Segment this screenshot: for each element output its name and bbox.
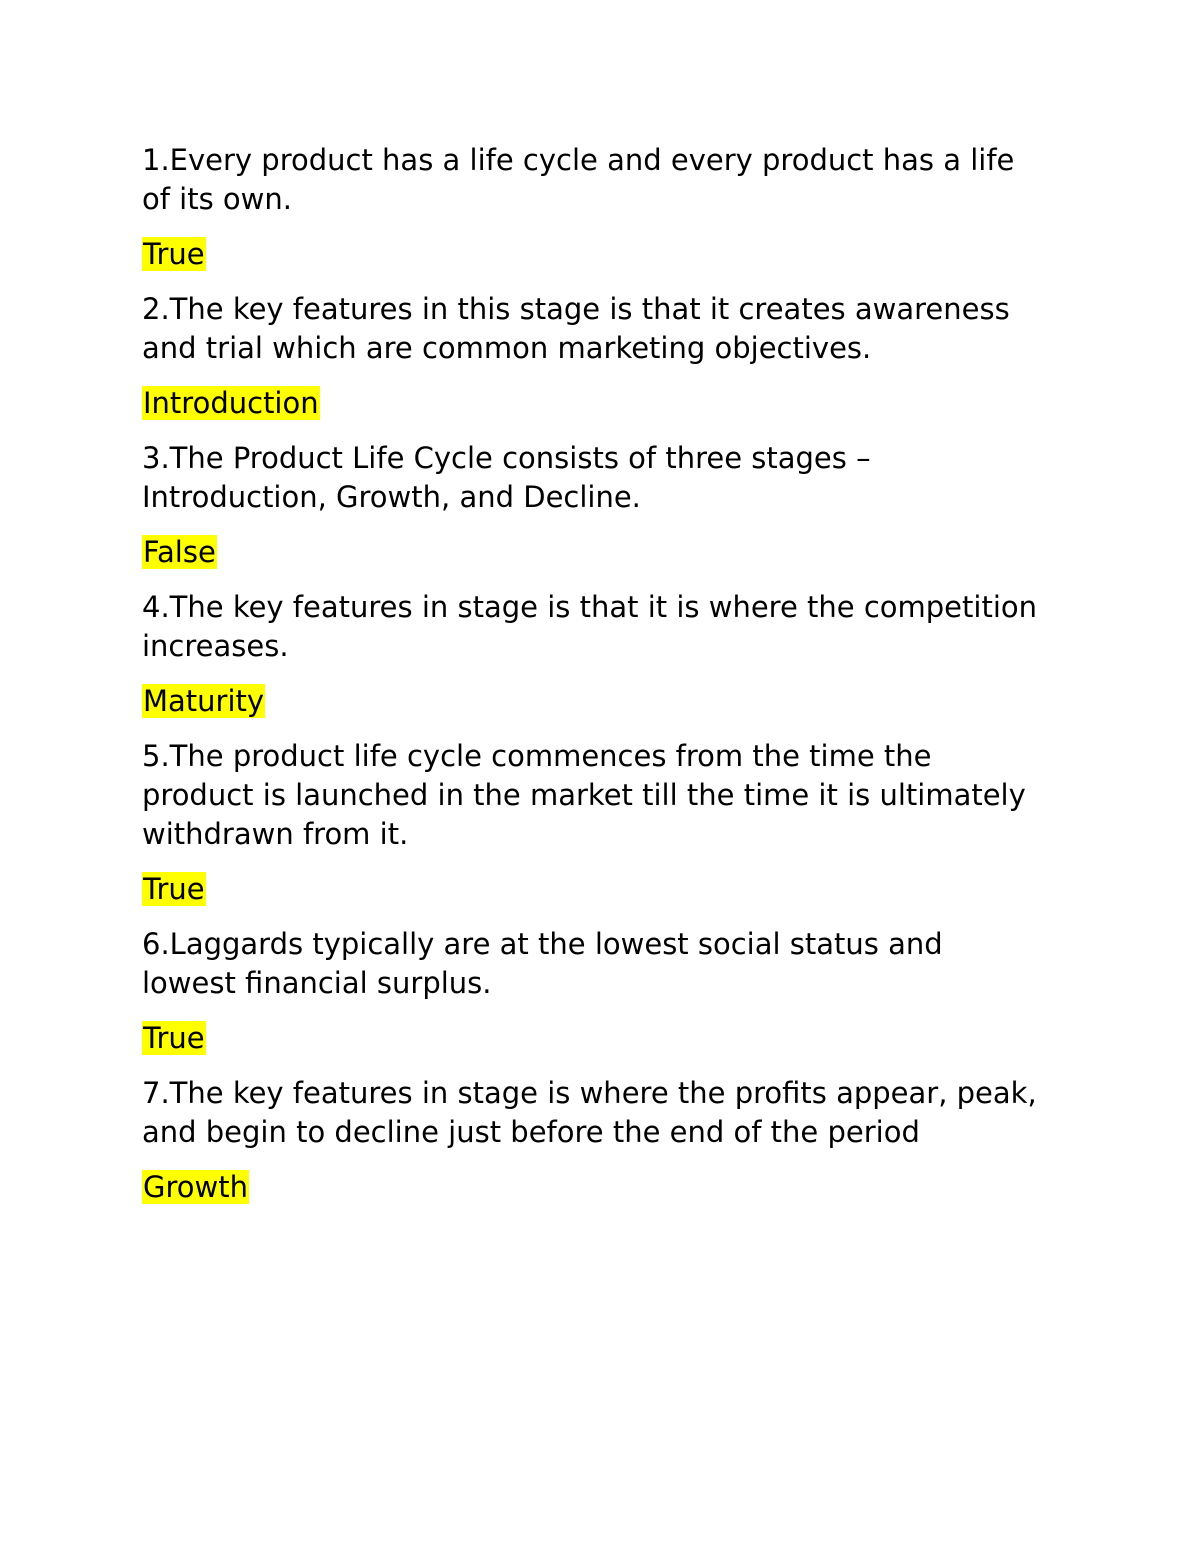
answer-highlight (142, 384, 1042, 423)
qa-item-3 (142, 439, 1042, 572)
question-text: 2.The key features in this stage is that it creates awareness and trial which are common marketing objectives. (142, 292, 1019, 365)
answer-text: True (143, 872, 205, 906)
qa-item-4 (142, 588, 1047, 721)
document-page (142, 141, 1047, 1223)
answer-highlight (142, 235, 1042, 274)
answer-text: Growth (143, 1170, 248, 1204)
answer-highlight (142, 533, 1042, 572)
qa-item-7 (142, 1074, 1046, 1207)
qa-item-5 (142, 737, 1042, 909)
qa-item-2 (142, 290, 1042, 423)
answer-highlight (142, 870, 1042, 909)
answer-text: True (143, 1021, 205, 1055)
answer-text: True (143, 237, 205, 271)
answer-text: Maturity (143, 684, 265, 718)
qa-item-1 (142, 141, 1042, 274)
answer-highlight (142, 682, 1042, 721)
question-text: 1.Every product has a life cycle and every product has a life of its own. (142, 143, 1024, 216)
answer-text: Introduction (143, 386, 319, 420)
answer-highlight (142, 1168, 1042, 1207)
question-text: 6.Laggards typically are at the lowest social status and lowest financial surplus. (142, 927, 952, 1000)
answer-text: False (143, 535, 216, 569)
question-text: 5.The product life cycle commences from the time the product is launched in the market till the time it is ultimately withdrawn from it. (142, 739, 1035, 851)
question-text: 3.The Product Life Cycle consists of three stages – Introduction, Growth, and Decline. (142, 441, 880, 514)
question-text: 4.The key features in stage is that it is where the competition increases. (142, 590, 1047, 663)
question-text: 7.The key features in stage is where the profits appear, peak, and begin to decline just before the end of the period (142, 1076, 1046, 1149)
qa-item-6 (142, 925, 1042, 1058)
answer-highlight (142, 1019, 1042, 1058)
